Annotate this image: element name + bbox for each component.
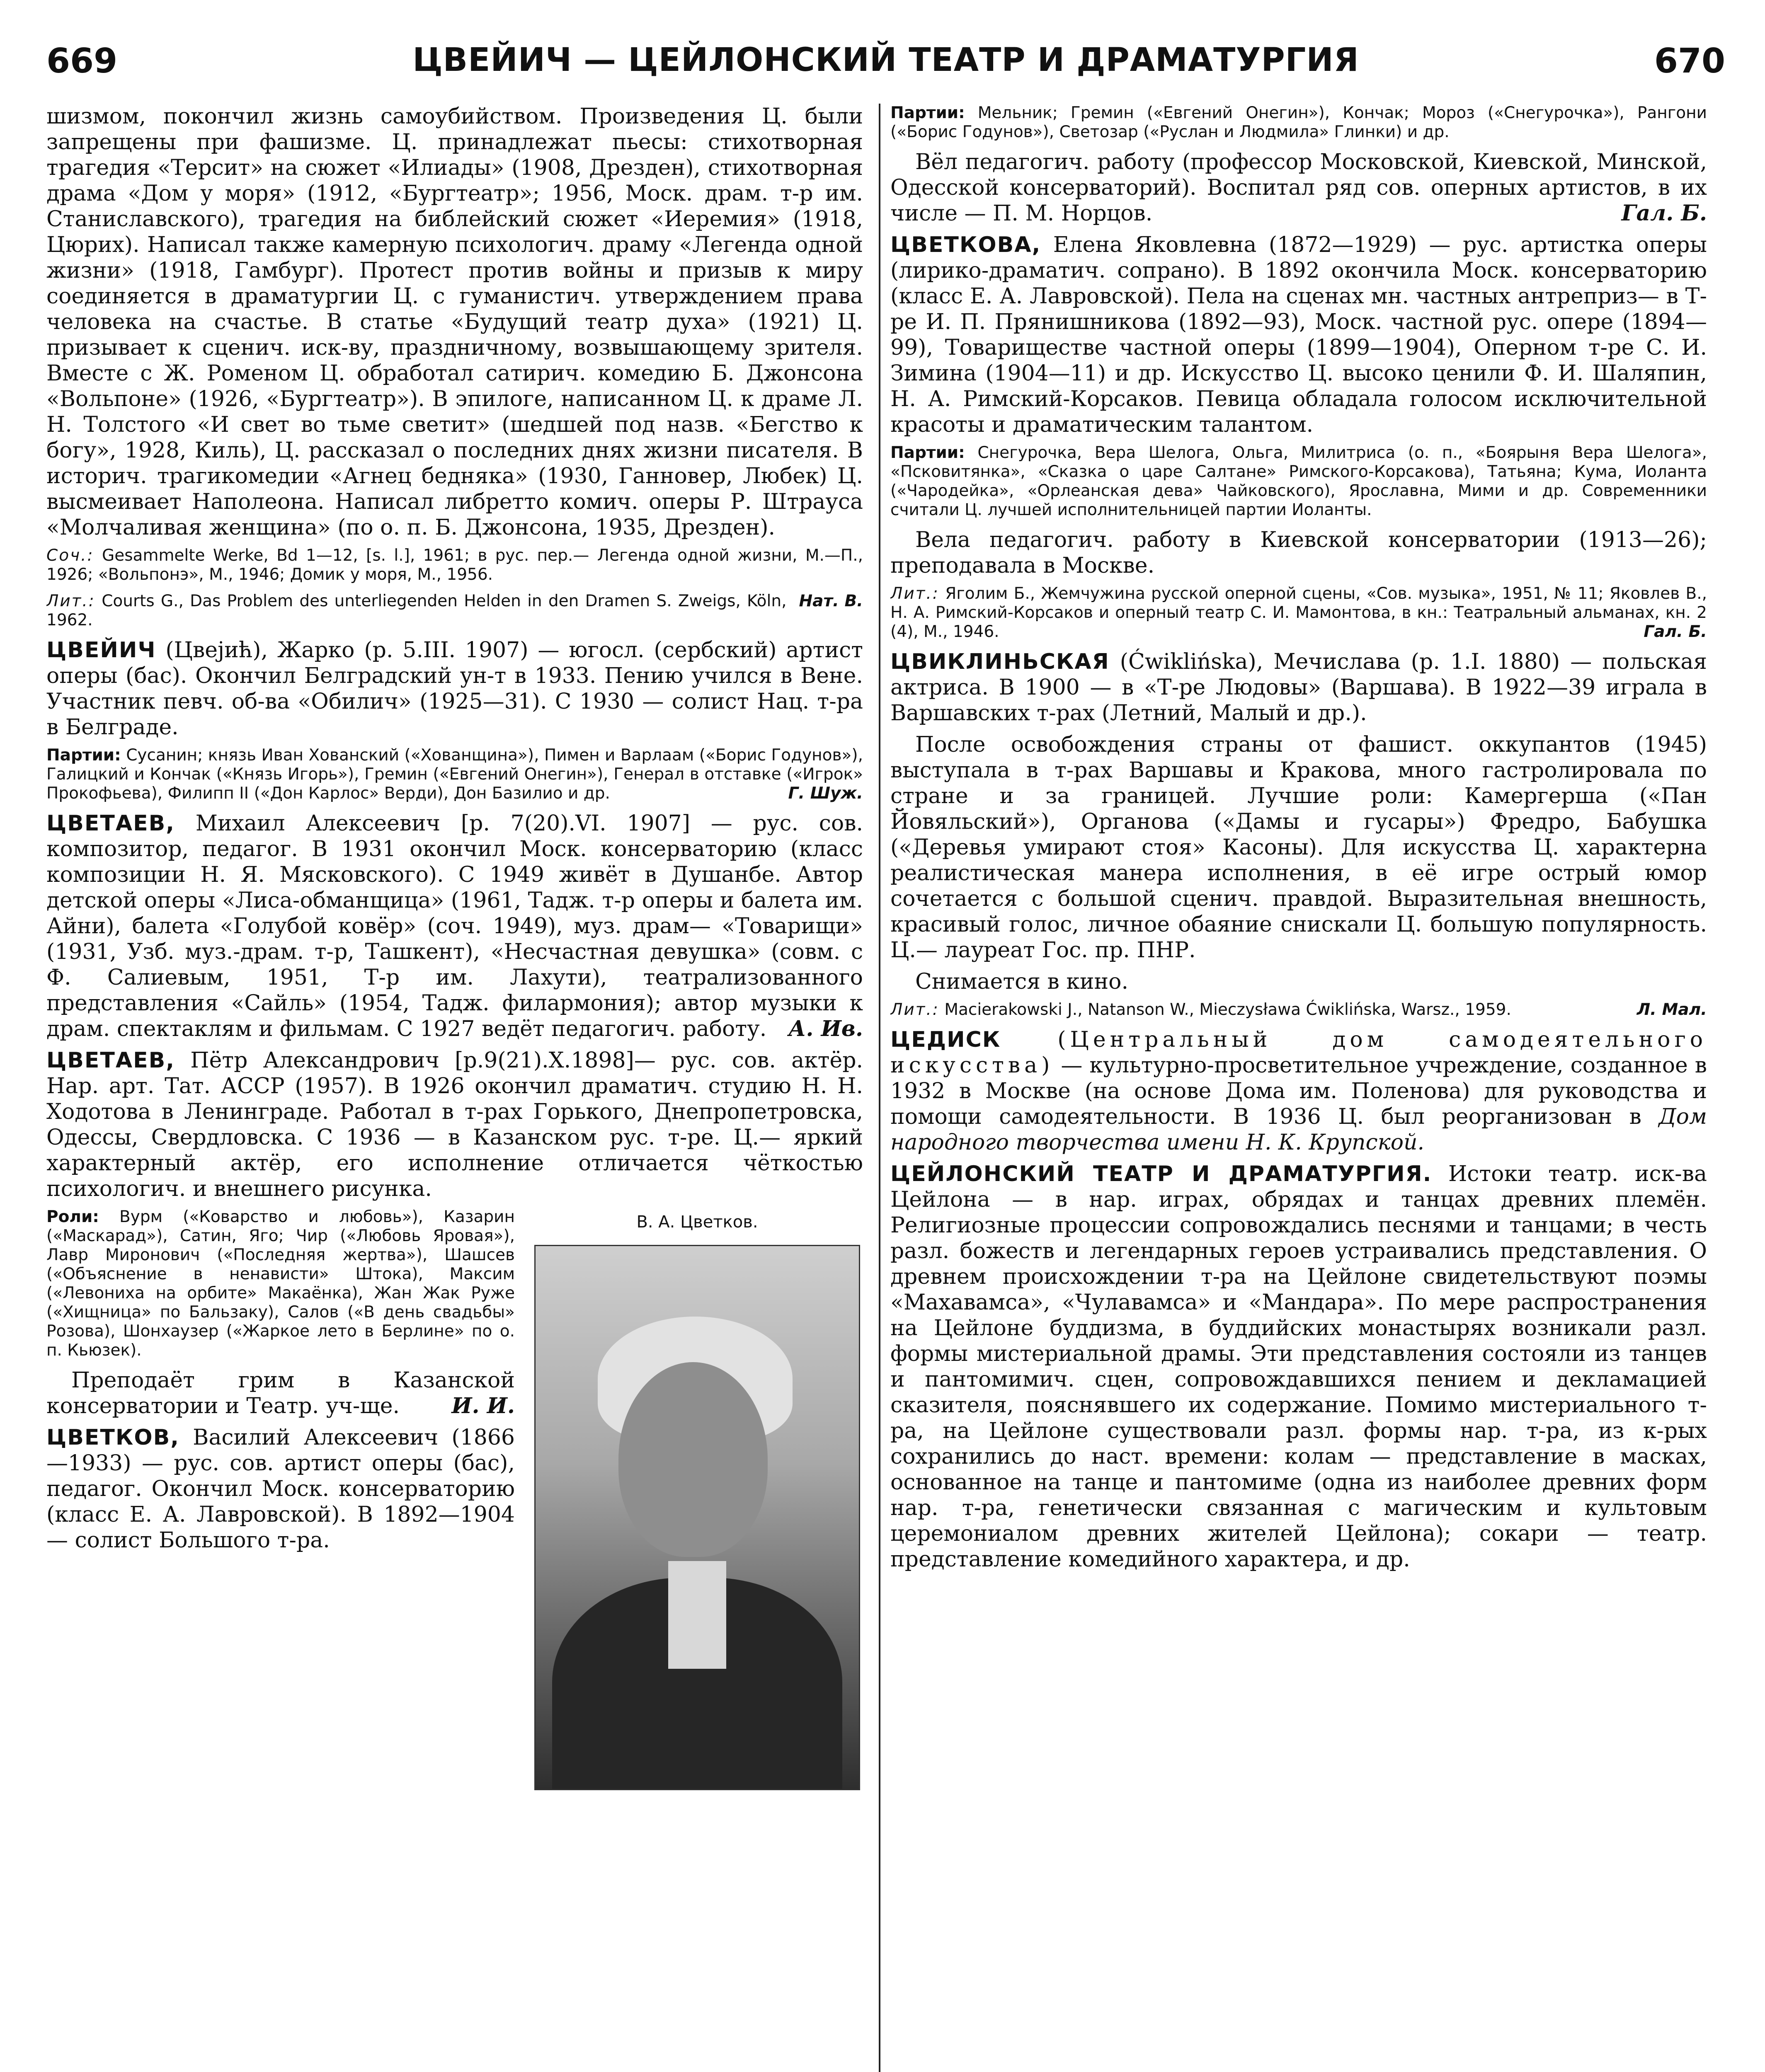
entry-tsvetaev-mikhail [46,811,863,1042]
parts-label: Партии: [46,746,121,765]
author-signature: Нат. В. [799,592,863,610]
author-signature: Г. Шуж. [788,784,863,803]
entry-headword: ЦВЕТАЕВ, [46,811,175,836]
literature-label: Лит.: [46,592,95,610]
entry-zweig-continuation: шизмом, покончил жизнь самоубийством. Произведения Ц. были запрещены при фашизме. Ц. принадлежат пьесы: стихотворная трагедия «Терсит» на сюжет «Илиады» (1908, Дрезден), стихотворная драма «Дом у моря» (1912, «Бургтеатр»; 1956, Моск. драм. т-р им. Станиславского), трагедия на библейский сюжет «Иеремия» (1918, Цюрих). Написал также камерную психологич. драму «Легенда одной жизни» (1918, Гамбург). Протест против войны и призыв к миру соединяется в драматургии Ц. с гуманистич. утверждением права человека на счастье. В статье «Будущий театр духа» (1921) Ц. призывает к сценич. иск-ву, праздничному, возвышающему зрителя. Вместе с Ж. Роменом Ц. обработал сатирич. комедию Б. Джонсона «Вольпоне» (1926, «Бургтеатр»). В эпилоге, написанном Ц. к драме Л. Н. Толстого «И свет во тьме светит» (шедшей под назв. «Бегство к богу», 1928, Киль), Ц. рассказал о последних днях жизни писателя. В историч. трагикомедии «Агнец бедняка» (1930, Ганновер, Любек) Ц. высмеивает Наполеона. Написал либретто комич. оперы Р. Штрауса «Молчаливая женщина» (по о. п. Б. Джонсона, 1935, Дрезден). [46,104,863,540]
entry-paragraph: После освобождения страны от фашист. оккупантов (1945) выступала в т-рах Варшавы и Кракова, много гастролировала по стране и за границей. Лучшие роли: Камергерша («Пан Йовяльский»), Органова («Дамы и гусары») Фредро, Бабушка («Деревья умирают стоя» Касоны). Для искусства Ц. характерна реалистическая манера исполнения, в её игре острый юмор сочетается с большой сценич. правдой. Выразительная внешность, красивый голос, личное обаяние снискали Ц. большую популярность. Ц.— лауреат Гос. пр. ПНР. [890,732,1707,963]
entry-text: (Цвejић), Жарко (р. 5.III. 1907) — югосл. (сербский) артист оперы (бас). Окончил Белградский ун-т в 1933. Пению учился в Вене. Участник певч. об-ва «Обилич» (1925—31). С 1930 — солист Нац. т-ра в Белграде. [46,638,863,740]
parts-note [46,746,863,803]
entry-headword: ЦЕЙЛОНСКИЙ ТЕАТР И ДРАМАТУРГИЯ. [890,1162,1432,1186]
running-title: ЦВЕЙИЧ — ЦЕЙЛОНСКИЙ ТЕАТР И ДРАМАТУРГИЯ [412,41,1359,79]
literature-note [890,1000,1707,1019]
parts-text: Мельник; Гремин («Евгений Онегин»), Кончак; Мороз («Снегурочка»), Рангони («Борис Годунов»), Светозар («Руслан и Людмила» Глинки) и др. [890,104,1707,141]
portrait-collar [668,1561,726,1669]
entry-headword: ЦВИКЛИНЬСКАЯ [890,649,1110,674]
literature-text: Macierakowski J., Natanson W., Mieczysława Ćwiklińska, Warsz., 1959. [944,1000,1511,1019]
parts-note [890,443,1707,520]
parts-label: Партии: [890,443,965,462]
entry-text: Василий Алексеевич (1866—1933) — рус. сов. артист оперы (бас), педагог. Окончил Моск. консерваторию (класс Е. А. Лавровской). В 1892—1904 — солист Большого т-ра. [46,1425,515,1553]
page-header [46,41,1725,87]
literature-note [46,592,863,630]
page-number-left: 669 [46,41,118,81]
entry-tail-text: Вёл педагогич. работу (профессор Московской, Киевской, Минской, Одесской консерваторий). Воспитал ряд сов. оперных артистов, в их числе — П. М. Норцов. [890,150,1707,226]
entry-text: Истоки театр. иск-ва Цейлона — в нар. играх, обрядах и танцах древних племён. Религиозные процессии сопровождались песнями и танцами; в честь разл. божеств и легендарных героев устраивались представления. О древнем происхождении т-ра на Цейлоне свидетельствуют поэмы «Махавамса», «Чулавамса» и «Мандара». По мере распространения на Цейлоне буддизма, в буддийских монастырях возникали разл. формы мистериальной драмы. Эти представления состояли из танцев и пантомимич. сцен, сопровождавшихся пением и декламацией сказителя, пояснявшего их содержание. Помимо мистериального т-ра, на Цейлоне существовали разл. формы нар. т-ра, из к-рых сохранились до наст. времени: колам — представление в масках, основанное на танце и пантомиме (одна из наиболее древних форм нар. т-ра, генетически связанная с магическим и культовым церемониалом древних жителей Цейлона); сокари — театр. представление комедийного характера, и др. [890,1162,1707,1572]
literature-label: Лит.: [890,1000,939,1019]
works-text: Gesammelte Werke, Bd 1—12, [s. l.], 1961; в рус. пер.— Легенда одной жизни, М.—П., 1926; «Вольпонэ», М., 1946; Домик у моря, М., 1956. [46,546,863,584]
literature-label: Лит.: [890,584,939,603]
portrait-caption: В. А. Цветков. [636,1213,758,1232]
author-signature: И. И. [451,1393,515,1418]
entry-paragraph: Снимается в кино. [915,969,1129,994]
literature-note [890,584,1707,641]
entry-text: Елена Яковлевна (1872—1929) — рус. артистка оперы (лирико-драматич. сопрано). В 1892 окончила Моск. консерваторию (класс Е. А. Лавровской). Пела на сценах мн. частных антреприз— в Т-ре И. П. Прянишникова (1892—93), Моск. частной рус. опере (1894—99), Товариществе частной оперы (1899—1904), Оперном т-ре С. И. Зимина (1904—11) и др. Искусство Ц. высоко ценили Ф. И. Шаляпин, Н. А. Римский-Корсаков. Певица обладала голосом исключительной красоты и драматическим талантом. [890,232,1707,437]
parts-text: Снегурочка, Вера Шелога, Ольга, Милитриса (о. п., «Боярыня Вера Шелога», «Псковитянка», «Сказка о царе Салтане» Римского-Корсакова), Татьяна; Кума, Иоланта («Чародейка», «Орлеанская дева» Чайковского), Ярославна, Мими и др. Современники считали Ц. лучшей исполнительницей партии Иоланты. [890,443,1707,519]
entry-cwiklinska [890,649,1707,726]
works-label: Соч.: [46,546,94,565]
entry-tail: Вела педагогич. работу в Киевской консерватории (1913—26); преподавала в Москве. [890,528,1707,578]
author-signature: Л. Мал. [1637,1000,1707,1019]
roles-text: Вурм («Коварство и любовь»), Казарин («Маскарад»), Сатин, Яго; Чир («Любовь Яровая»), Лавр Миронович («Последняя жертва»), Шашсев («Объяснение в ненависти» Штока), Максим («Левониха на орбите» Макаёнка), Жан Жак Руже («Хищница» по Бальзаку), Салов («В день свадьбы» Розова), Шонхаузер («Жаркое лето в Берлине» по о. п. Кьюзек). [46,1208,515,1360]
entry-tail [890,149,1707,226]
cross-reference: Дом народного творчества имени Н. К. Крупской. [890,1104,1707,1155]
author-signature: Гал. Б. [1644,622,1707,641]
page-number-right: 670 [1654,41,1725,81]
entry-tsvetkova [890,232,1707,438]
entry-headword: ЦВЕТАЕВ, [46,1048,175,1073]
works-note [46,546,863,584]
entry-tsveich [46,637,863,740]
left-column [46,104,863,2072]
entry-tsvetaev-petr [46,1048,863,1202]
literature-text: Яголим Б., Жемчужина русской оперной сцены, «Сов. музыка», 1951, № 11; Яковлев В., Н. А. Римский-Корсаков и оперный театр С. И. Мамонтова, в кн.: Театральный альманах, кн. 2 (4), М., 1946. [890,584,1707,641]
entry-text: (Ćwiklińska), Мечислава (р. 1.I. 1880) — польская актриса. В 1900 — в «Т-ре Людовы» (Варшава). В 1922—39 играла в Варшавских т-рах (Летний, Малый и др.). [890,649,1707,726]
roles-label: Роли: [46,1208,99,1226]
entry-expansion: (Центральный дом самодеятельного искусства) [890,1027,1707,1078]
entry-text: Пётр Александрович [р.9(21).X.1898]— рус. сов. актёр. Нар. арт. Тат. АССР (1957). В 1926 окончил драматич. студию Н. Н. Ходотова в Ленинграде. Работал в т-рах Горького, Днепропетровска, Одессы, Свердловска. С 1936 — в Казанском рус. т-ре. Ц.— яркий характерный актёр, его исполнение отличается чёткостью психологич. и внешнего рисунка. [46,1048,863,1201]
parts-label: Партии: [890,104,965,122]
parts-text: Сусанин; князь Иван Хованский («Хованщина»), Пимен и Варлаам («Борис Годунов»), Галицкий и Кончак («Князь Игорь»), Гремин («Евгений Онегин»), Генерал в отставке («Игрок» Прокофьева), Филипп II («Дон Карлос» Верди), Дон Базилио и др. [46,746,863,803]
parts-note [890,104,1707,142]
right-column [890,104,1707,2072]
author-signature: Гал. Б. [1621,201,1707,226]
entry-tail-text: Преподаёт грим в Казанской консерватории и Театр. уч-ще. [46,1368,515,1418]
author-signature: А. Ив. [788,1016,863,1041]
entry-headword: ЦВЕТКОВА, [890,232,1041,257]
entry-headword: ЦВЕЙИЧ [46,638,156,663]
entry-text: Михаил Алексеевич [р. 7(20).VI. 1907] — рус. сов. композитор, педагог. В 1931 окончил Моск. консерваторию (класс композиции Н. Я. Мясковского). С 1949 живёт в Душанбе. Автор детской оперы «Лиса-обманщица» (1961, Тадж. т-р оперы и балета им. Айни), балета «Голубой ковёр» (соч. 1949), муз. драм— «Товарищи» (1931, Узб. муз.-драм. т-р, Ташкент), «Несчастная девушка» (совм. с Ф. Салиевым, 1951, Т-р им. Лахути), театрализованного представления «Сайль» (1954, Тадж. филармония); автор музыки к драм. спектаклям и фильмам. С 1927 ведёт педагогич. работу. [46,811,863,1041]
entry-tsedisk [890,1027,1707,1155]
entry-headword: ЦЕДИСК [890,1027,1001,1052]
portrait-face [618,1362,768,1557]
entry-ceylon-theatre [890,1161,1707,1572]
literature-text: Courts G., Das Problem des unterliegenden Helden in den Dramen S. Zweigs, Köln, 1962. [46,592,787,629]
entry-headword: ЦВЕТКОВ, [46,1425,179,1450]
portrait-figure [531,1212,863,1790]
portrait-photo [534,1245,860,1790]
column-divider [879,104,880,2072]
entry-text: — культурно-просветительное учреждение, созданное в 1932 в Москве (на основе Дома им. Поленова) для руководства и помощи самодеятельности. В 1936 Ц. был реорганизован в [890,1053,1707,1129]
